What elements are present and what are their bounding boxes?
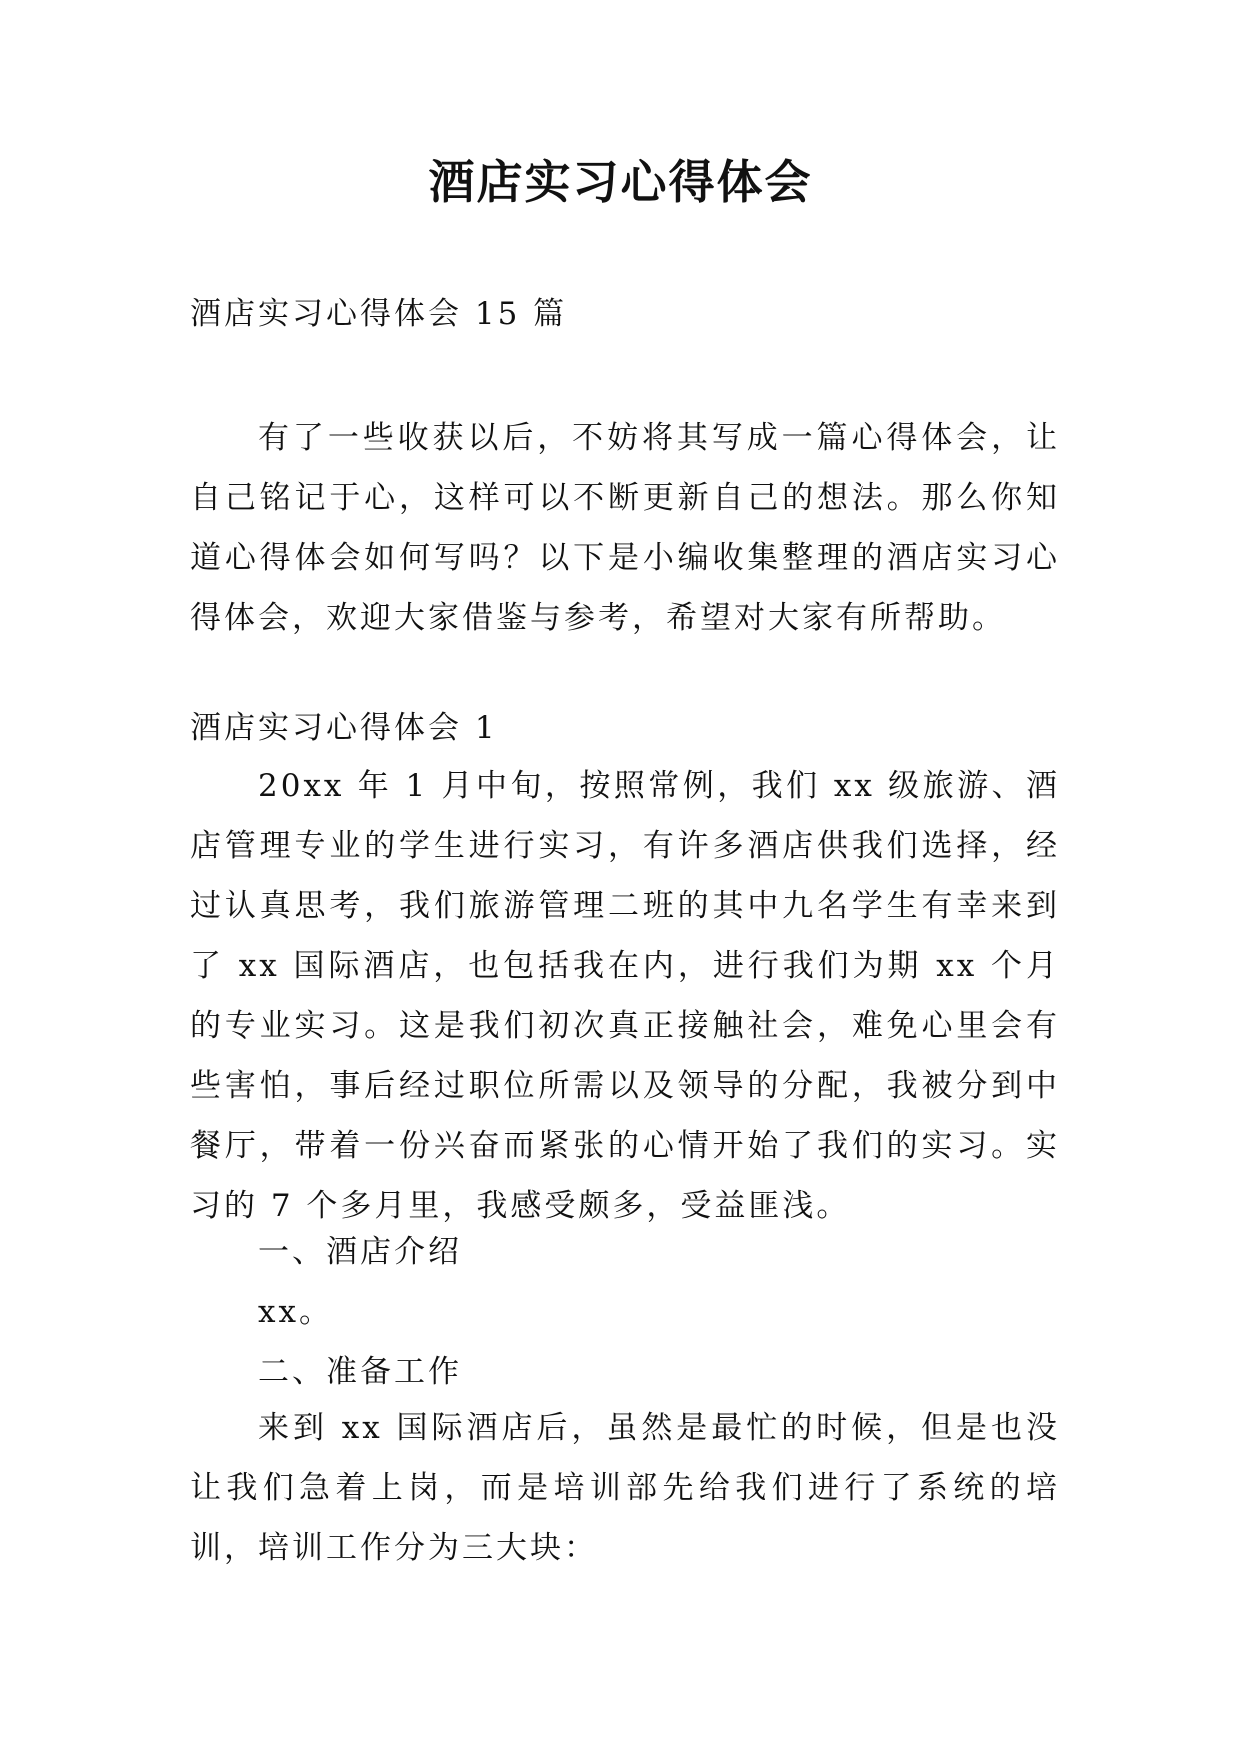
intro-paragraph: 有了一些收获以后，不妨将其写成一篇心得体会，让自己铭记于心，这样可以不断更新自己的想法。那么你知道心得体会如何写吗？以下是小编收集整理的酒店实习心得体会，欢迎大家借鉴与参考，希望对大家有所帮助。 xyxy=(190,420,1060,636)
item-heading-preparation: 二、准备工作 xyxy=(258,1354,462,1390)
section-heading: 酒店实习心得体会 1 xyxy=(190,710,498,746)
document-title: 酒店实习心得体会 xyxy=(428,155,813,209)
item-heading-hotel-intro: 一、酒店介绍 xyxy=(258,1234,462,1270)
document-subtitle: 酒店实习心得体会 15 篇 xyxy=(190,296,568,332)
preparation-paragraph: 来到 xx 国际酒店后，虽然是最忙的时候，但是也没让我们急着上岗，而是培训部先给我们进行了系统的培训，培训工作分为三大块： xyxy=(190,1410,1060,1566)
item-body-hotel-intro: xx。 xyxy=(258,1294,333,1330)
section-body-paragraph: 20xx 年 1 月中旬，按照常例，我们 xx 级旅游、酒店管理专业的学生进行实习，有许多酒店供我们选择，经过认真思考，我们旅游管理二班的其中九名学生有幸来到了 xx 国际酒店，也包括我在内，进行我们为期 xx 个月的专业实习。这是我们初次真正接触社会，难免心里会有些害怕，事后经过职位所需以及领导的分配，我被分到中餐厅，带着一份兴奋而紧张的心情开始了我们的实习。实习的 7 个多月里，我感受颇多，受益匪浅。 xyxy=(190,768,1060,1224)
